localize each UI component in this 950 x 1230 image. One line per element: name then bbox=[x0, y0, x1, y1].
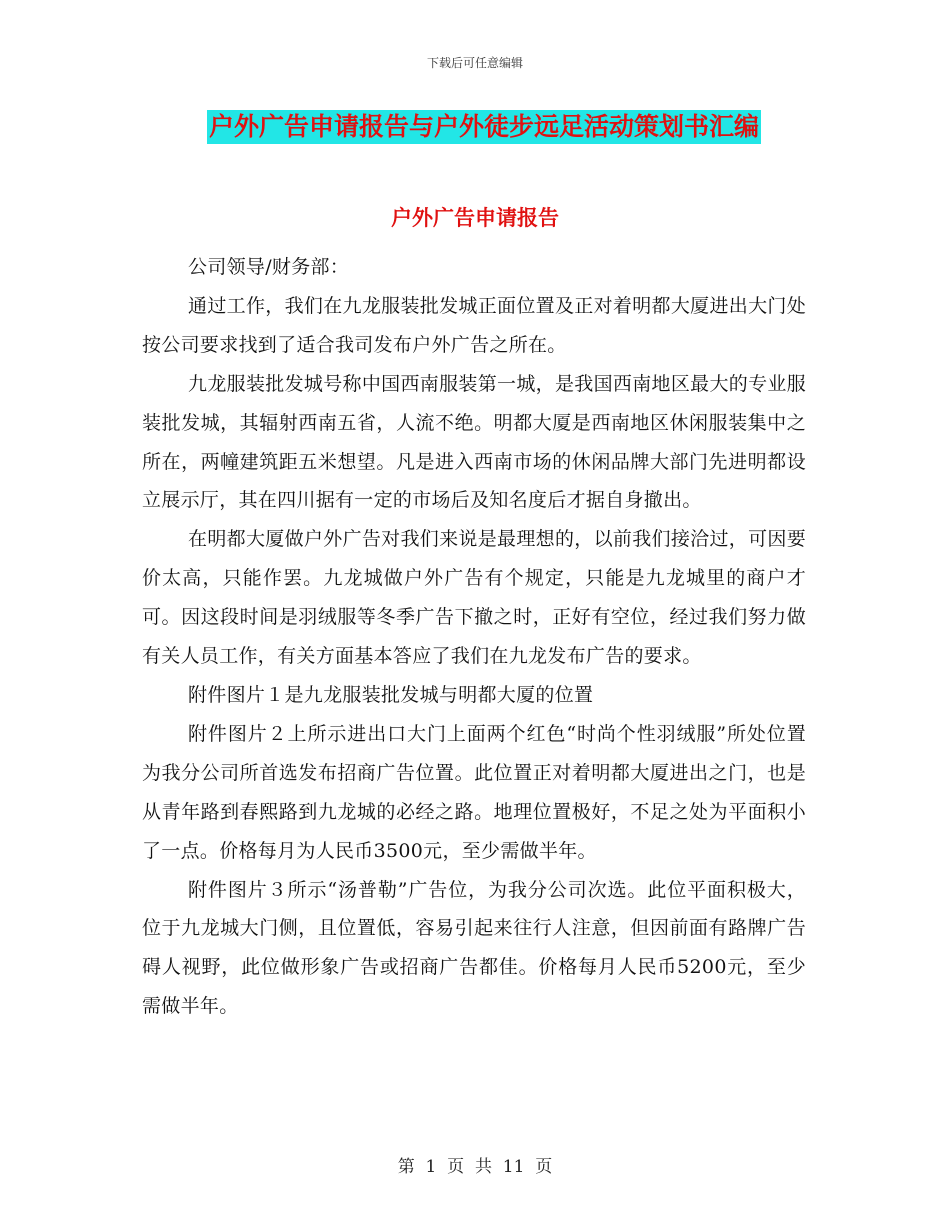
page-number: 第 1 页 共 11 页 bbox=[397, 1157, 553, 1177]
document-main-title: 户外广告申请报告与户外徒步远足活动策划书汇编 bbox=[207, 110, 761, 144]
paragraph-salutation: 公司领导/财务部： bbox=[188, 256, 350, 278]
paragraph: 附件图片２上所示进出口大门上面两个红色“时尚个性羽绒服”所处位置为我分公司所首选发布招商广告位置。此位置正对着明都大厦进出之门，也是从青年路到春熙路到九龙城的必经之路。地理位置极好，不足之处为平面积小了一点。价格每月为人民币3500元，至少需做半年。 bbox=[142, 722, 806, 862]
document-body bbox=[142, 248, 806, 1026]
paragraph: 在明都大厦做户外广告对我们来说是最理想的，以前我们接洽过，可因要价太高，只能作罢。九龙城做户外广告有个规定，只能是九龙城里的商户才可。因这段时间是羽绒服等冬季广告下撤之时，正好有空位，经过我们努力做有关人员工作，有关方面基本答应了我们在九龙发布广告的要求。 bbox=[142, 528, 806, 668]
section-title: 户外广告申请报告 bbox=[391, 206, 559, 230]
paragraph: 通过工作，我们在九龙服装批发城正面位置及正对着明都大厦进出大门处按公司要求找到了适合我司发布户外广告之所在。 bbox=[142, 294, 806, 356]
header-note: 下载后可任意编辑 bbox=[426, 56, 523, 70]
paragraph: 附件图片１是九龙服装批发城与明都大厦的位置 bbox=[188, 683, 594, 706]
paragraph: 九龙服装批发城号称中国西南服装第一城，是我国西南地区最大的专业服装批发城，其辐射西南五省，人流不绝。明都大厦是西南地区休闲服装集中之所在，两幢建筑距五米想望。凡是进入西南市场的休闲品牌大部门先进明都设立展示厅，其在四川据有一定的市场后及知名度后才据自身撤出。 bbox=[142, 372, 806, 512]
paragraph: 附件图片３所示“汤普勒”广告位，为我分公司次选。此位平面积极大，位于九龙城大门侧，且位置低，容易引起来往行人注意，但因前面有路牌广告碍人视野，此位做形象广告或招商广告都佳。价格每月人民币5200元，至少需做半年。 bbox=[142, 878, 806, 1018]
